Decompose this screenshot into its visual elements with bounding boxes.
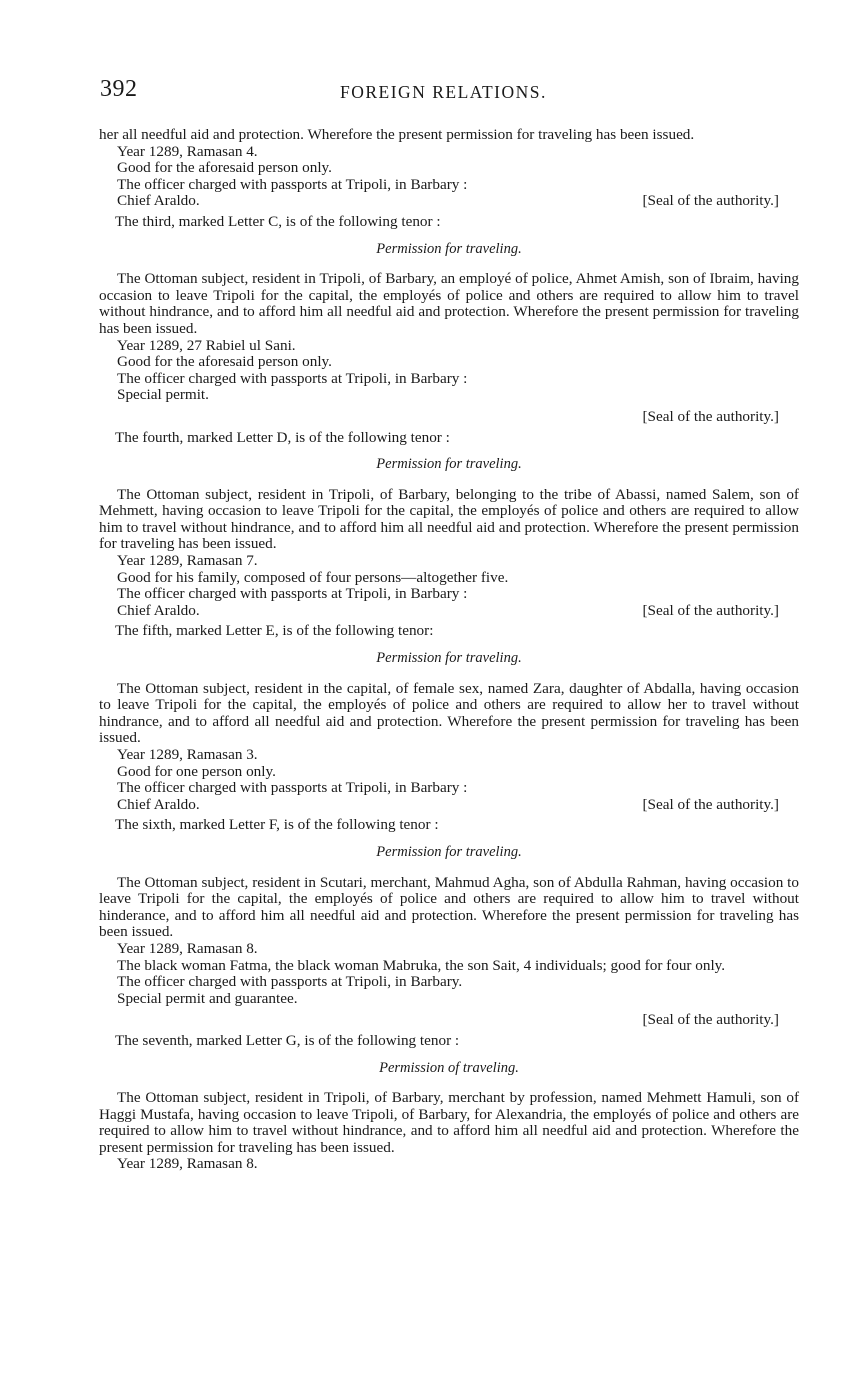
continuation-text: her all needful aid and protection. Wherefore the present permission for traveling has been issued. — [99, 126, 695, 143]
page-body — [99, 127, 799, 1173]
permission-text: The Ottoman subject, resident in the capital, of female sex, named Zara, daughter of Abdalla, having occasion to leave Tripoli for the capital, the employés of police and others are required to allow her to travel without hindrance, and to afford all needful aid and protection. Wherefore the present permission for traveling has been issued. — [99, 679, 799, 747]
officer-line: The officer charged with passports at Tripoli, in Barbary. — [117, 973, 463, 991]
signature-row — [99, 797, 799, 814]
seal-text: [Seal of the authority.] — [642, 407, 779, 425]
year-line: Year 1289, Ramasan 8. — [117, 939, 258, 957]
permission-heading: Permission for traveling. — [376, 240, 522, 257]
good-for-line: The black woman Fatma, the black woman Mabruka, the son Sait, 4 individuals; good for four only. — [117, 956, 726, 974]
permission-text: The Ottoman subject, resident in Tripoli, of Barbary, belonging to the tribe of Abassi, named Salem, son of Mehmett, having occasion to leave Tripoli for the capital, the employés of police and others are required to allow him to travel without hindrance, and to afford him all needful aid and protection. Wherefore the present permission for traveling has been issued. — [99, 485, 799, 553]
signature: Special permit and guarantee. — [117, 989, 298, 1007]
year-line: Year 1289, Ramasan 7. — [117, 552, 258, 570]
section-intro: The third, marked Letter C, is of the following tenor : — [115, 212, 441, 230]
signature: Chief Araldo. — [117, 601, 200, 619]
seal-text: [Seal of the authority.] — [642, 601, 779, 619]
good-for-line: Good for the aforesaid person only. — [117, 353, 332, 371]
good-for-line: Good for one person only. — [117, 762, 276, 780]
signature: Chief Araldo. — [117, 795, 200, 813]
officer-line: The officer charged with passports at Tripoli, in Barbary : — [117, 779, 468, 797]
page-number: 392 — [100, 76, 138, 102]
section-intro: The seventh, marked Letter G, is of the following tenor : — [115, 1031, 460, 1049]
seal-text: [Seal of the authority.] — [642, 795, 779, 813]
running-head: FOREIGN RELATIONS. — [340, 82, 547, 102]
permission-heading: Permission for traveling. — [376, 456, 522, 473]
year-line: Year 1289, Ramasan 8. — [117, 1155, 258, 1173]
seal-text: [Seal of the authority.] — [642, 1011, 779, 1029]
permission-text: The Ottoman subject, resident in Tripoli, of Barbary, an employé of police, Ahmet Amish, son of Ibraim, having occasion to leave Tripoli for the capital, the employés of police and others are required to allow him to travel without hindrance, and to afford him all needful aid and protection. Wherefore the present permission for traveling has been issued. — [99, 270, 799, 337]
permission-heading: Permission for traveling. — [376, 843, 522, 860]
signature: Special permit. — [117, 386, 209, 404]
good-for-line: Good for the aforesaid person only. — [117, 159, 332, 177]
signature: Chief Araldo. — [117, 192, 200, 210]
officer-line: The officer charged with passports at Tripoli, in Barbary : — [117, 369, 468, 387]
page-header — [100, 76, 800, 106]
section-intro: The fifth, marked Letter E, is of the following tenor: — [115, 622, 434, 640]
permission-text: The Ottoman subject, resident in Tripoli, of Barbary, merchant by profession, named Mehmett Hamuli, son of Haggi Mustafa, having occasion to leave Tripoli, of Barbary, for Alexandria, the employés of police and others are required to allow him to travel without hindrance, and to afford him all needful aid and protection. Wherefore the present permission for traveling has been issued. — [99, 1089, 799, 1156]
year-line: Year 1289, 27 Rabiel ul Sani. — [117, 336, 296, 354]
year-line: Year 1289, Ramasan 3. — [117, 746, 258, 763]
good-for-line: Good for his family, composed of four persons—altogether five. — [117, 568, 509, 586]
signature-row — [99, 603, 799, 620]
permission-heading: Permission of traveling. — [379, 1059, 519, 1076]
permission-heading: Permission for traveling. — [376, 650, 522, 667]
section-intro: The fourth, marked Letter D, is of the following tenor : — [115, 428, 450, 446]
seal-text: [Seal of the authority.] — [642, 192, 779, 210]
year-line: Year 1289, Ramasan 4. — [117, 142, 258, 160]
officer-line: The officer charged with passports at Tripoli, in Barbary : — [117, 585, 468, 603]
section-intro: The sixth, marked Letter F, is of the following tenor : — [115, 816, 439, 834]
permission-text: The Ottoman subject, resident in Scutari, merchant, Mahmud Agha, son of Abdulla Rahman, having occasion to leave Tripoli for the capital, the employés of police and others are required to allow him to travel without hinderance, and to afford him all needful aid and protection. Wherefore the present permission for traveling has been issued. — [99, 873, 799, 941]
officer-line: The officer charged with passports at Tripoli, in Barbary : — [117, 175, 468, 193]
signature-row — [99, 193, 799, 210]
